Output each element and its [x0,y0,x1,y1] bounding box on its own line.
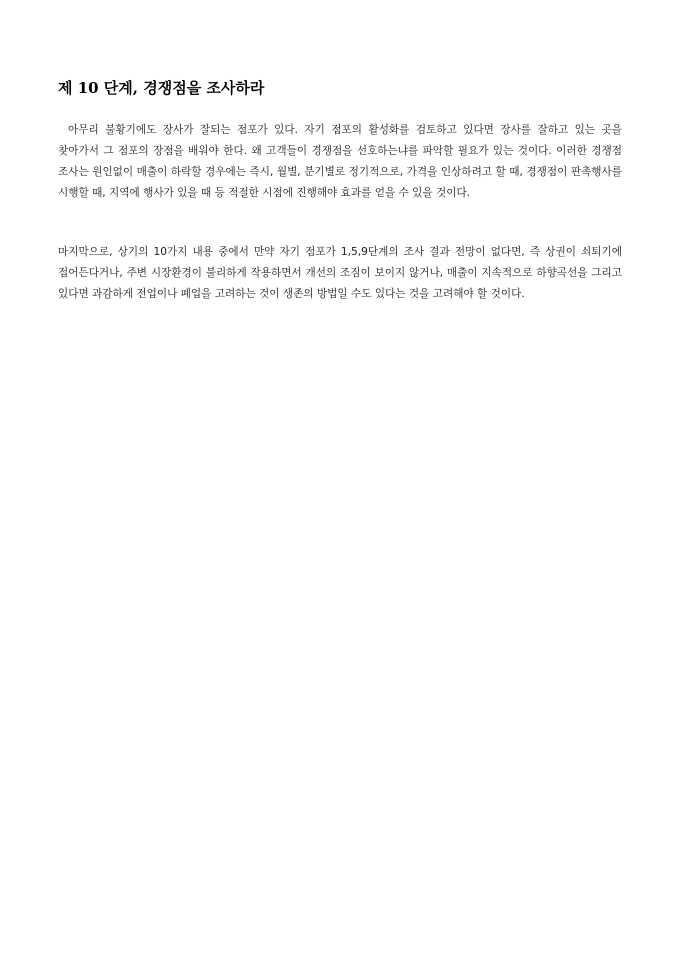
body-paragraph-1: 아무리 불황기에도 장사가 잘되는 점포가 있다. 자기 점포의 활성화를 검토하고 있다면 장사를 잘하고 있는 곳을 찾아가서 그 점포의 장점을 배워야 한다. 왜 고객들이 경쟁점을 선호하는냐를 파악할 필요가 있는 것이다. 이러한 경쟁점 조사는 원인없이 매출이 하락할 경우에는 즉시, 월별, 분기별로 정기적으로, 가격을 인상하려고 할 때, 경쟁점이 판촉행사를 시행할 때, 지역에 행사가 있을 때 등 적절한 시점에 진행해야 효과를 얻을 수 있을 것이다. [58,124,622,199]
section-heading: 제 10 단계, 경쟁점을 조사하라 [58,79,265,97]
body-paragraph-2: 마지막으로, 상기의 10가지 내용 중에서 만약 자기 점포가 1,5,9단계의 조사 결과 전망이 없다면, 즉 상권이 쇠퇴기에 접어든다거나, 주변 시장환경이 불리하게 작용하면서 개선의 조짐이 보이지 않거나, 매출이 지속적으로 하향곡선을 그리고 있다면 과감하게 전업이나 폐업을 고려하는 것이 생존의 방법일 수도 있다는 것을 고려해야 할 것이다. [58,246,622,300]
